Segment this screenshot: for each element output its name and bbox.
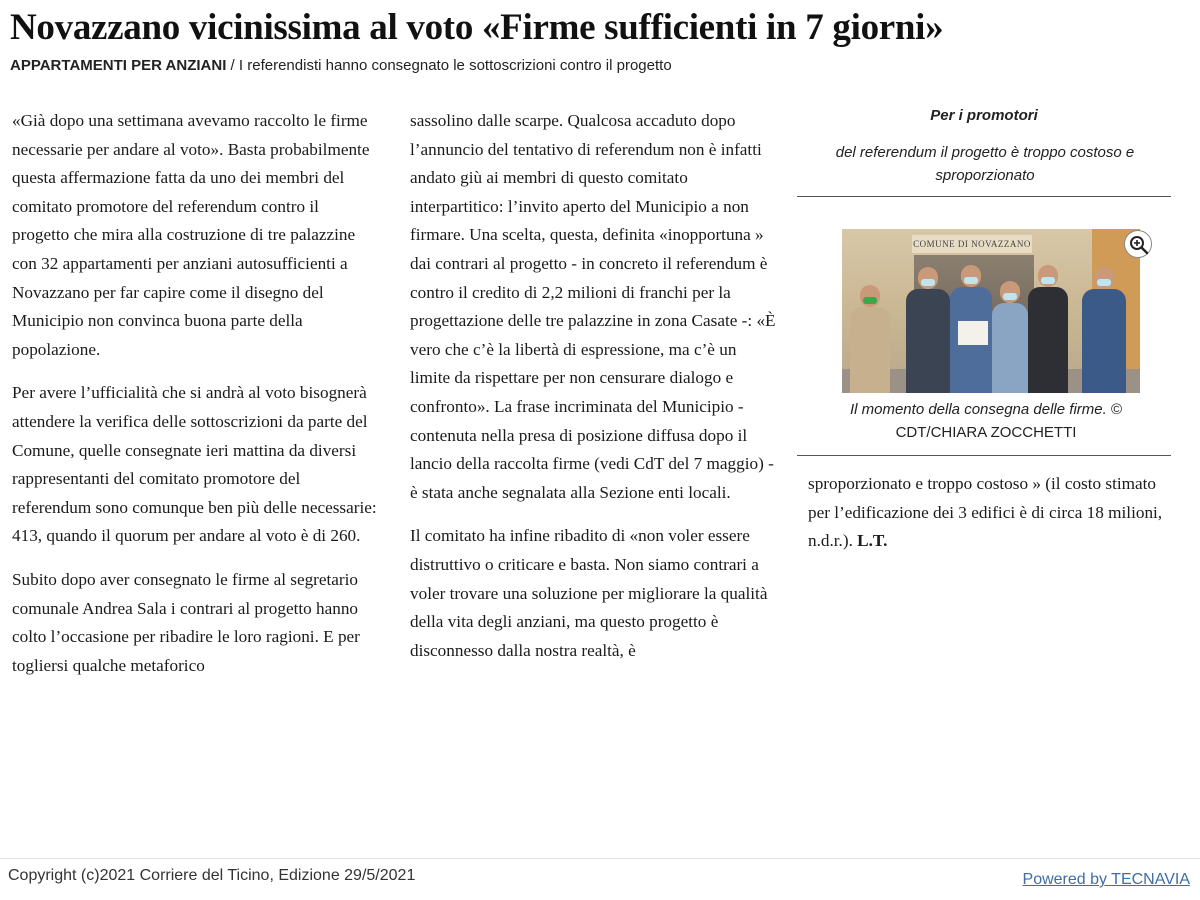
powered-by-link[interactable]: Powered by TECNAVIA [1022, 871, 1190, 888]
photo-person [992, 303, 1028, 393]
sidebar-text: del referendum il progetto è troppo costoso e sproporzionato [835, 144, 1135, 184]
photo-person [1082, 289, 1126, 393]
photo-person [906, 289, 950, 393]
subheadline [10, 57, 1190, 74]
article-column-1 [12, 107, 377, 695]
subheadline-text: I referendisti hanno consegnato le sottoscrizioni contro il progetto [238, 57, 672, 74]
author-signature: L.T. [857, 531, 888, 551]
paragraph-text: sproporzionato e troppo costoso » (il costo stimato per l’edificazione dei 3 edifici è di circa 18 milioni, n.d.r.). [808, 474, 1163, 551]
zoom-in-icon[interactable] [1124, 230, 1152, 258]
photo-signatures-document [958, 321, 988, 345]
photo-credit: © CDT/CHIARA ZOCCHETTI [895, 401, 1123, 441]
sidebar-title: Per i promotori [930, 107, 1038, 124]
kicker: APPARTAMENTI PER ANZIANI [10, 57, 227, 74]
paragraph: Subito dopo aver consegnato le firme al segretario comunale Andrea Sala i contrari al progetto hanno colto l’occasione per ribadire le loro ragioni. E per togliersi qualche metaforico [12, 569, 360, 675]
photo-person [850, 307, 890, 393]
paragraph: Il comitato ha infine ribadito di «non voler essere distruttivo o criticare e basta. Non siamo contrari a voler trovare una soluzione per migliorare la qualità della vita degli anziani, ma questo progetto è disconnesso dalla nostra realtà, è [410, 526, 768, 660]
article-column-3 [808, 470, 1178, 571]
headline: Novazzano vicinissima al voto «Firme sufficienti in 7 giorni» [10, 7, 944, 48]
article-photo[interactable] [842, 229, 1140, 393]
copyright-notice: Copyright (c)2021 Corriere del Ticino, Edizione 29/5/2021 [8, 867, 416, 884]
magnifier-icon [1129, 235, 1149, 255]
kicker-separator: / [226, 57, 239, 74]
footer-divider [0, 858, 1200, 859]
photo-caption-text: Il momento della consegna delle firme. [849, 401, 1107, 418]
sidebar-divider [797, 196, 1171, 197]
photo-caption [808, 398, 1164, 444]
caption-divider [797, 455, 1171, 456]
photo-building-sign: COMUNE DI NOVAZZANO [912, 235, 1032, 253]
paragraph: «Già dopo una settimana avevamo raccolto le firme necessarie per andare al voto». Basta probabilmente questa affermazione fatta da uno dei membri del comitato promotore del referendum contro il progetto che mira alla costruzione di tre palazzine con 32 appartamenti per anziani autosufficienti a Novazzano per far capire come il disegno del Municipio non convinca buona parte della popolazione. [12, 111, 370, 359]
article-column-2 [410, 107, 780, 680]
paragraph [808, 470, 1178, 556]
paragraph: sassolino dalle scarpe. Qualcosa accaduto dopo l’annuncio del tentativo di referendum non è infatti andato giù ai membri di questo comitato interpartitico: l’invito aperto del Municipio a non firmare. Una scelta, questa, definita «inopportuna » dai contrari al progetto - in concreto il referendum è contro il credito di 2,2 milioni di franchi per la progettazione delle tre palazzine in zona Casate -: «È vero che c’è la libertà di espressione, ma c’è un limite da rispettare per non censurare dialogo e confronto». La frase incriminata del Municipio - contenuta nella presa di posizione diffusa dopo il lancio della raccolta firme (vedi CdT del 7 maggio) - è stata anche segnalata alla Sezione enti locali. [410, 111, 776, 502]
photo-person [1028, 287, 1068, 393]
paragraph: Per avere l’ufficialità che si andrà al voto bisognerà attendere la verifica delle sottoscrizioni da parte del Comune, quelle consegnate ieri mattina da diversi rappresentanti del comitato promotore del referendum sono comunque ben più delle necessarie: 413, quando il quorum per andare al voto è di 260. [12, 383, 377, 546]
